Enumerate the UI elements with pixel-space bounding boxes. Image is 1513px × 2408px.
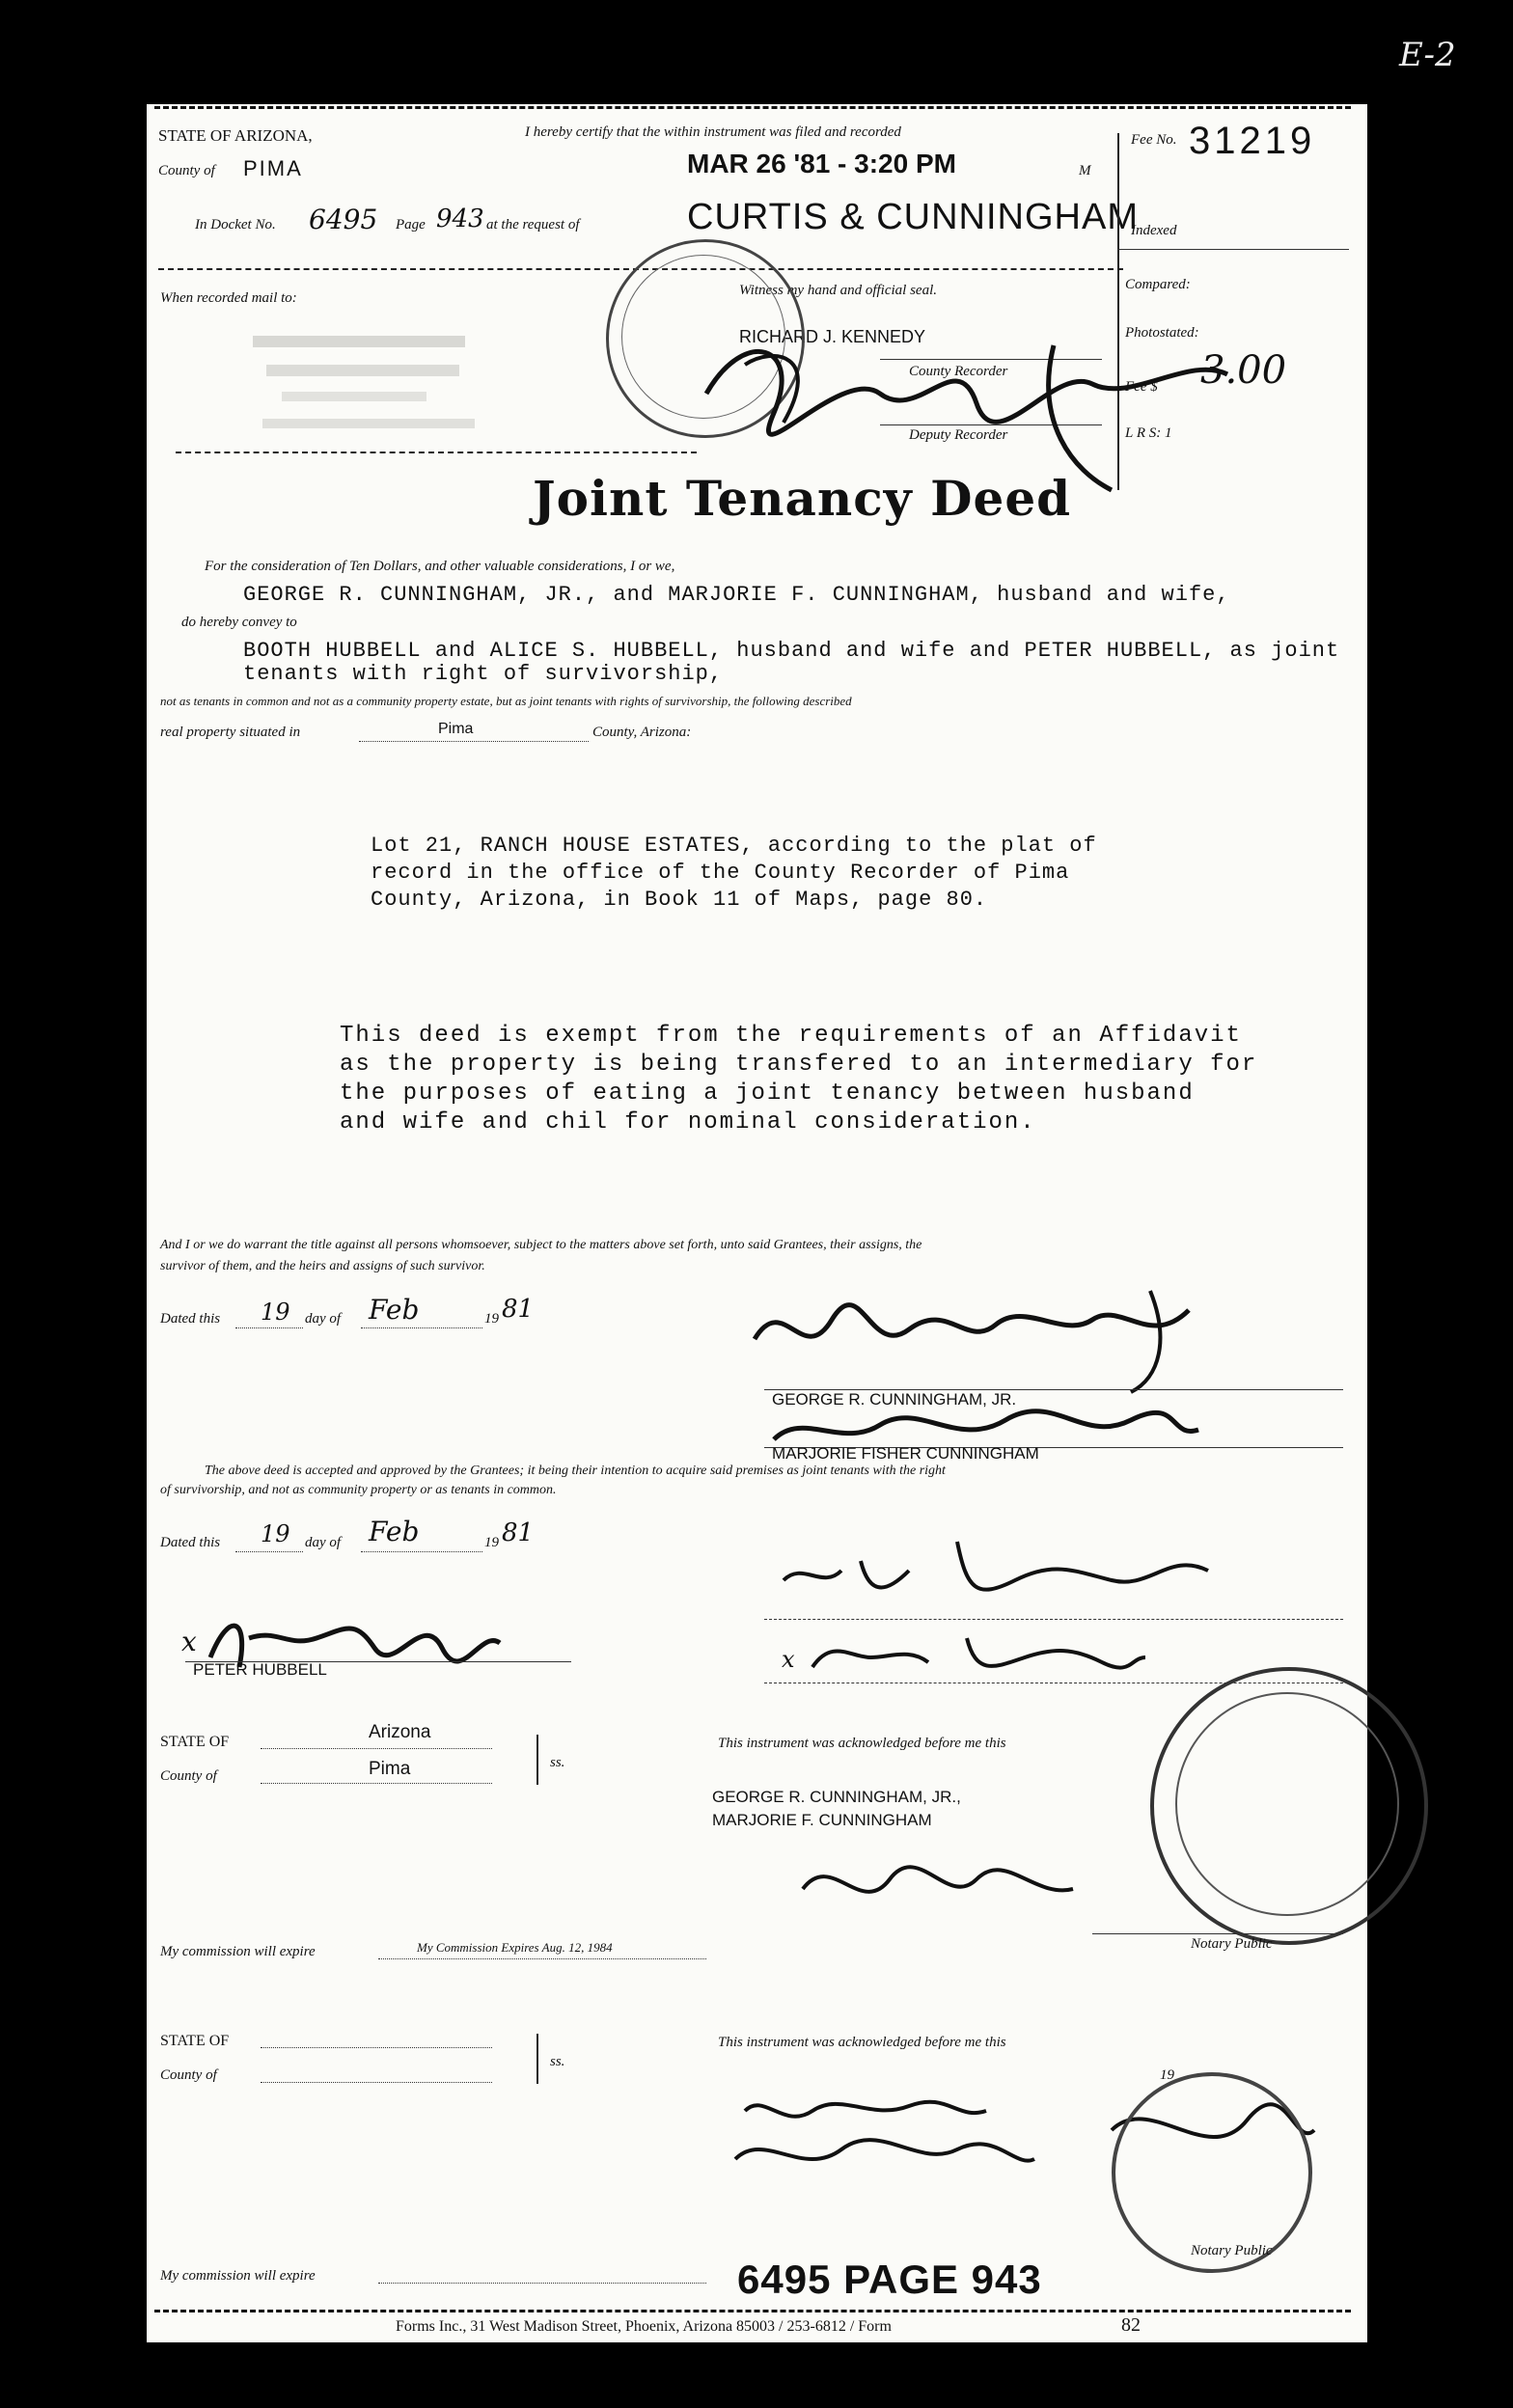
notary-1-bracket bbox=[536, 1735, 538, 1785]
notary-2-state-label: STATE OF bbox=[160, 2033, 230, 2049]
notary-1-county-label: County of bbox=[160, 1768, 217, 1784]
notary-1-name-2: MARJORIE F. CUNNINGHAM bbox=[712, 1811, 932, 1829]
recorder-name: RICHARD J. KENNEDY bbox=[739, 327, 926, 346]
dated-2-day-line bbox=[235, 1551, 303, 1552]
notary-1-state-value: Arizona bbox=[369, 1722, 431, 1742]
legal-description-1: Lot 21, RANCH HOUSE ESTATES, according to the plat of bbox=[371, 834, 1097, 858]
exemption-line-4: and wife and chil for nominal consideration. bbox=[340, 1109, 1036, 1136]
form-number: 82 bbox=[1121, 2314, 1141, 2336]
dated-2-label: Dated this bbox=[160, 1535, 221, 1550]
dated-2-month: Feb bbox=[369, 1516, 420, 1547]
notary-1-public-label: Notary Public bbox=[1191, 1936, 1273, 1952]
lrs-label: L R S: 1 bbox=[1125, 425, 1172, 441]
bottom-border bbox=[154, 2310, 1351, 2312]
george-signature bbox=[745, 1281, 1208, 1397]
acceptance-line-1: The above deed is accepted and approved by the Grantees; it being their intention to acquire said premises as joint tenants with the right bbox=[205, 1464, 946, 1478]
indexed-label: Indexed bbox=[1131, 223, 1177, 238]
fee-amount: 3.00 bbox=[1200, 348, 1287, 393]
fee-number: 31219 bbox=[1189, 120, 1316, 162]
state-of-header: STATE OF ARIZONA, bbox=[158, 126, 313, 145]
mail-to-line-2 bbox=[266, 365, 459, 376]
notary-1-commission-line bbox=[378, 1958, 706, 1959]
notary-1-state-line bbox=[261, 1748, 492, 1749]
request-label: at the request of bbox=[486, 217, 580, 233]
county-arizona-label: County, Arizona: bbox=[592, 725, 692, 740]
notary-2-county-label: County of bbox=[160, 2067, 217, 2083]
top-border bbox=[154, 106, 1351, 109]
notary-1-ss: ss. bbox=[550, 1755, 565, 1770]
certify-text: I hereby certify that the within instrument was filed and recorded bbox=[525, 124, 901, 140]
document-title: Joint Tenancy Deed bbox=[533, 470, 1072, 527]
legal-description-3: County, Arizona, in Book 11 of Maps, page 80. bbox=[371, 888, 988, 912]
notary-2-commission-line bbox=[378, 2283, 706, 2284]
dated-1-day-line bbox=[235, 1327, 303, 1328]
dated-1-month-line bbox=[361, 1327, 482, 1328]
publisher-text: Forms Inc., 31 West Madison Street, Phoenix, Arizona 85003 / 253-6812 / Form bbox=[396, 2318, 892, 2335]
dated-2-month-line bbox=[361, 1551, 482, 1552]
notary-1-state-label: STATE OF bbox=[160, 1734, 230, 1750]
notary-2-ss: ss. bbox=[550, 2054, 565, 2069]
grantees-line-2: tenants with right of survivorship, bbox=[243, 662, 724, 686]
when-recorded-label: When recorded mail to: bbox=[160, 290, 297, 306]
dated-1-dayof: day of bbox=[305, 1311, 342, 1327]
page-label: Page bbox=[396, 217, 426, 233]
county-recorder-label: County Recorder bbox=[909, 364, 1008, 379]
exemption-line-2: as the property is being transfered to an intermediary for bbox=[340, 1052, 1258, 1078]
photostated-label: Photostated: bbox=[1125, 325, 1199, 341]
convey-text: do hereby convey to bbox=[181, 615, 297, 630]
county-of-label: County of bbox=[158, 163, 215, 178]
witness-text: Witness my hand and official seal. bbox=[739, 283, 937, 298]
notary-1-public-line bbox=[1092, 1933, 1343, 1934]
notary-1-name-1: GEORGE R. CUNNINGHAM, JR., bbox=[712, 1788, 961, 1806]
notary-1-commission-label: My commission will expire bbox=[160, 1944, 316, 1959]
notary-1-commission-value: My Commission Expires Aug. 12, 1984 bbox=[417, 1940, 613, 1955]
county-field-value: Pima bbox=[438, 721, 474, 737]
corner-mark: E-2 bbox=[1399, 36, 1456, 74]
dated-1-day: 19 bbox=[261, 1299, 290, 1326]
exemption-line-3: the purposes of eating a joint tenancy between husband bbox=[340, 1081, 1195, 1107]
deed-document bbox=[147, 36, 1456, 2342]
notary-1-seal-inner bbox=[1175, 1692, 1399, 1916]
m-label: M bbox=[1079, 163, 1091, 178]
notary-1-county-line bbox=[261, 1783, 492, 1784]
dated-2-day: 19 bbox=[261, 1520, 290, 1547]
notary-2-year-prefix: 19 bbox=[1160, 2067, 1174, 2083]
county-field-line bbox=[359, 741, 589, 742]
county-value: PIMA bbox=[243, 156, 303, 180]
george-name: GEORGE R. CUNNINGHAM, JR. bbox=[772, 1390, 1017, 1409]
fee-row-line bbox=[1117, 249, 1349, 250]
dated-1-month: Feb bbox=[369, 1294, 420, 1326]
notary-1-county-value: Pima bbox=[369, 1759, 411, 1779]
notary-2-ack: This instrument was acknowledged before me this bbox=[718, 2035, 1006, 2050]
fee-label: Fee $ bbox=[1125, 379, 1158, 395]
notary-2-bracket bbox=[536, 2034, 538, 2084]
real-property-label: real property situated in bbox=[160, 725, 301, 740]
grantors-text: GEORGE R. CUNNINGHAM, JR., and MARJORIE F. CUNNINGHAM, husband and wife, bbox=[243, 583, 1230, 607]
dated-1-label: Dated this bbox=[160, 1311, 221, 1327]
requester-name: CURTIS & CUNNINGHAM bbox=[687, 197, 1139, 237]
mail-to-line-1 bbox=[253, 336, 465, 347]
dated-1-year-prefix: 19 bbox=[484, 1311, 499, 1327]
acceptance-line-2: of survivorship, and not as community property or as tenants in common. bbox=[160, 1483, 557, 1497]
dated-1-year: 81 bbox=[502, 1295, 535, 1324]
legal-description-2: record in the office of the County Recorder of Pima bbox=[371, 861, 1070, 885]
notary-2-county-line bbox=[261, 2082, 492, 2083]
mail-to-divider bbox=[176, 452, 697, 453]
alice-signature bbox=[803, 1619, 1150, 1686]
dated-2-year-prefix: 19 bbox=[484, 1535, 499, 1550]
notary-1-signature bbox=[784, 1841, 1112, 1928]
booth-signature bbox=[764, 1522, 1227, 1619]
page-number: 943 bbox=[436, 205, 484, 233]
docket-label: In Docket No. bbox=[195, 217, 276, 233]
peter-name: PETER HUBBELL bbox=[193, 1660, 327, 1679]
mail-to-line-3 bbox=[282, 392, 426, 401]
docket-page-stamp: 6495 PAGE 943 bbox=[737, 2257, 1042, 2302]
notary-2-state-line bbox=[261, 2047, 492, 2048]
dated-2-dayof: day of bbox=[305, 1535, 342, 1550]
dated-2-year: 81 bbox=[502, 1519, 535, 1547]
notary-2-public-label: Notary Public bbox=[1191, 2243, 1273, 2258]
docket-number: 6495 bbox=[309, 204, 378, 235]
not-tenants-text: not as tenants in common and not as a community property estate, but as joint tenants with rights of survivorship, the following described bbox=[160, 694, 852, 708]
peter-x-mark: x bbox=[181, 1626, 197, 1657]
mail-to-line-4 bbox=[262, 419, 475, 428]
recorded-datetime: MAR 26 '81 - 3:20 PM bbox=[687, 149, 956, 178]
alice-x-mark: x bbox=[782, 1646, 795, 1673]
deputy-recorder-label: Deputy Recorder bbox=[909, 427, 1008, 443]
notary-2-commission-label: My commission will expire bbox=[160, 2268, 316, 2284]
marjorie-name: MARJORIE FISHER CUNNINGHAM bbox=[772, 1444, 1039, 1463]
compared-label: Compared: bbox=[1125, 277, 1191, 292]
warrant-line-1: And I or we do warrant the title against all persons whomsoever, subject to the matters above set forth, unto said Grantees, their assigns, the bbox=[160, 1238, 922, 1252]
notary-1-ack: This instrument was acknowledged before me this bbox=[718, 1736, 1006, 1751]
exemption-line-1: This deed is exempt from the requirements of an Affidavit bbox=[340, 1023, 1242, 1049]
warrant-line-2: survivor of them, and the heirs and assigns of such survivor. bbox=[160, 1259, 485, 1273]
grantees-line-1: BOOTH HUBBELL and ALICE S. HUBBELL, husband and wife and PETER HUBBELL, as joint bbox=[243, 639, 1340, 663]
fee-no-label: Fee No. bbox=[1131, 132, 1177, 148]
consideration-text: For the consideration of Ten Dollars, and other valuable considerations, I or we, bbox=[205, 559, 675, 574]
